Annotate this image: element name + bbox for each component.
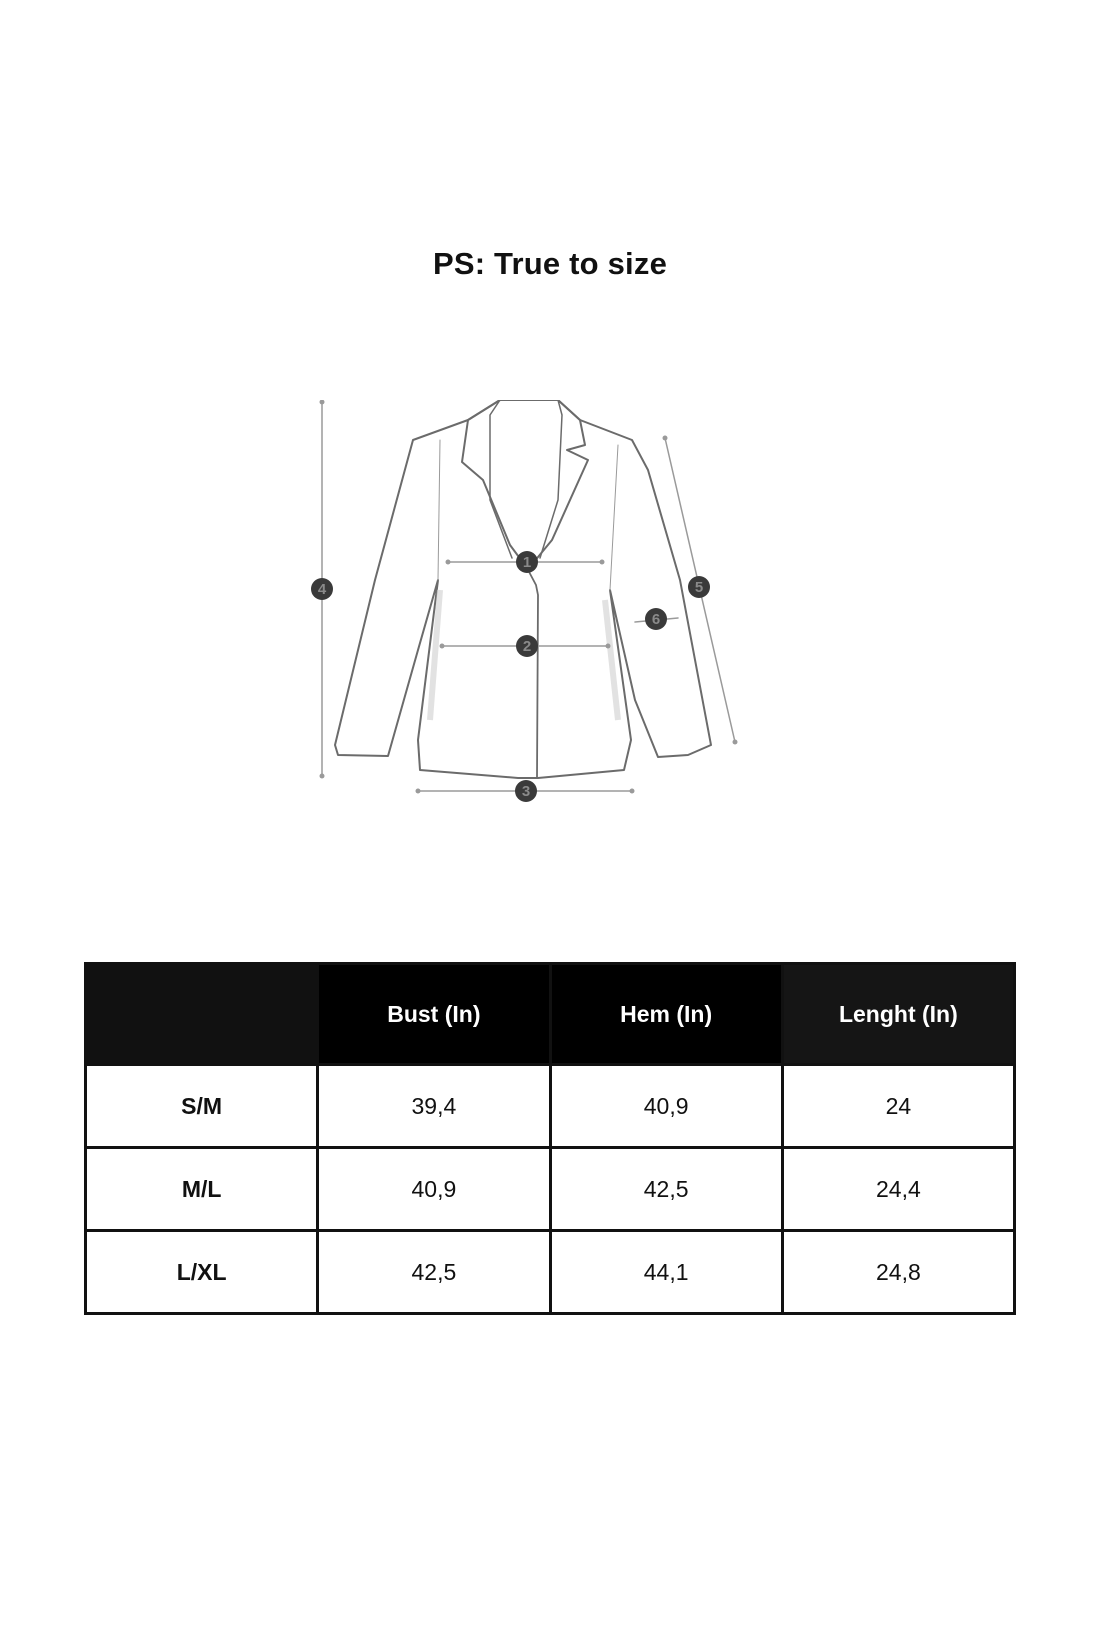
blazer-right-sleeve-seam [610, 445, 618, 590]
marker-4 [311, 578, 333, 600]
svg-text:5: 5 [694, 579, 704, 596]
column-header-size [86, 964, 318, 1065]
blazer-measurement-diagram [300, 400, 800, 860]
blazer-left-lapel [462, 400, 527, 568]
svg-text:3: 3 [521, 783, 531, 800]
bust-value: 40,9 [318, 1148, 550, 1231]
length-value: 24,4 [782, 1148, 1014, 1231]
svg-text:1: 1 [522, 554, 532, 571]
blazer-body-outline [335, 400, 711, 778]
table-row [86, 1065, 1015, 1148]
bust-value: 42,5 [318, 1231, 550, 1314]
size-label: S/M [86, 1065, 318, 1148]
table-row [86, 1231, 1015, 1314]
blazer-collar-back-right [540, 400, 562, 558]
column-header-length: Lenght (In) [782, 964, 1014, 1065]
size-label: L/XL [86, 1231, 318, 1314]
length-value: 24,8 [782, 1231, 1014, 1314]
svg-text:2: 2 [522, 638, 532, 655]
blazer-collar-back [490, 400, 512, 558]
table-header-row [86, 964, 1015, 1065]
svg-text:4: 4 [317, 581, 327, 598]
svg-text:6: 6 [651, 611, 661, 628]
marker-1 [516, 551, 538, 573]
size-chart-table [84, 962, 1016, 1315]
blazer-left-sleeve-seam [438, 440, 440, 580]
marker-2 [516, 635, 538, 657]
bust-value: 39,4 [318, 1065, 550, 1148]
hem-value: 44,1 [550, 1231, 782, 1314]
hem-value: 40,9 [550, 1065, 782, 1148]
page-title: PS: True to size [432, 246, 668, 281]
marker-3 [515, 780, 537, 802]
size-label: M/L [86, 1148, 318, 1231]
marker-5 [688, 576, 710, 598]
marker-6 [645, 608, 667, 630]
column-header-bust: Bust (In) [318, 964, 550, 1065]
column-header-hem: Hem (In) [550, 964, 782, 1065]
table-row [86, 1148, 1015, 1231]
hem-value: 42,5 [550, 1148, 782, 1231]
blazer-front-edge [527, 568, 538, 778]
length-value: 24 [782, 1065, 1014, 1148]
